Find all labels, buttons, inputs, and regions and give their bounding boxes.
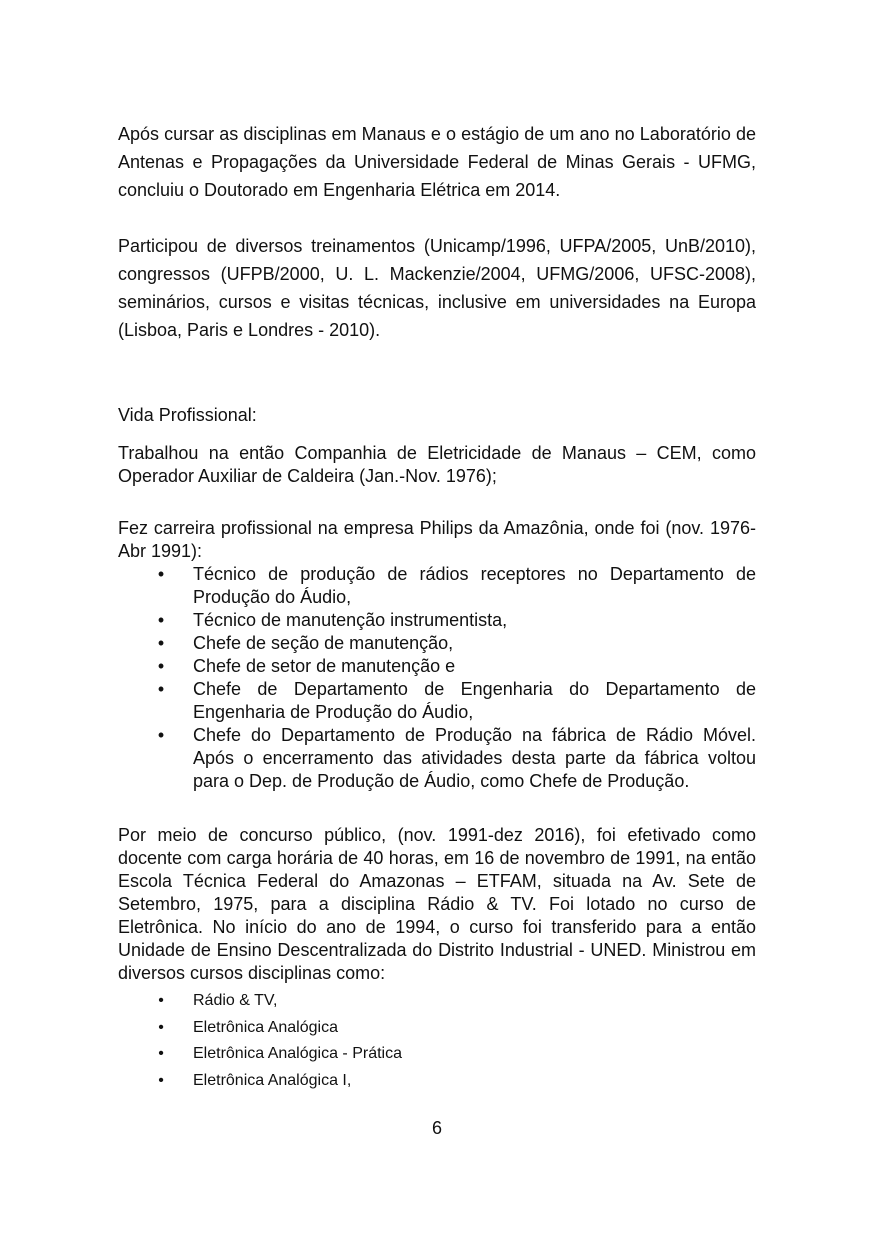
page-number: 6 (431, 1118, 442, 1138)
bullet-icon: • (158, 992, 164, 1009)
paragraph-trainings: Participou de diversos treinamentos (Unicamp/1996, UFPA/2005, UnB/2010), congressos (UFPB/2000, U. L. Mackenzie/2004, UFMG/2006, UFSC-2008), seminários, cursos e visitas técnicas, inclusive em universidades na Europa (Lisboa, Paris e Londres - 2010). (118, 236, 756, 340)
paragraph-philips: Fez carreira profissional na empresa Philips da Amazônia, onde foi (nov. 1976-Abr 1991): (118, 518, 756, 561)
career-list (118, 563, 756, 793)
bullet-icon: • (157, 656, 165, 676)
list-item (118, 655, 756, 678)
list-item-text: Chefe de Departamento de Engenharia do Departamento de Engenharia de Produção do Áudio, (193, 679, 756, 722)
list-item-text: Técnico de produção de rádios receptores no Departamento de Produção do Áudio, (193, 564, 756, 607)
paragraph-doctorate: Após cursar as disciplinas em Manaus e o estágio de um ano no Laboratório de Antenas e Propagações da Universidade Federal de Minas Gerais - UFMG, concluiu o Doutorado em Engenharia Elétrica em 2014. (118, 124, 756, 200)
list-item (118, 563, 756, 609)
bullet-icon: • (157, 564, 165, 584)
list-item-text: Chefe de setor de manutenção e (193, 656, 456, 676)
bullet-icon: • (158, 1071, 164, 1089)
list-item (118, 1041, 756, 1068)
list-item-text: Eletrônica Analógica - Prática (193, 1045, 402, 1062)
list-item (118, 724, 756, 793)
bullet-icon: • (157, 725, 165, 745)
paragraph-etfam: Por meio de concurso público, (nov. 1991-dez 2016), foi efetivado como docente com carga horária de 40 horas, em 16 de novembro de 1991, na então Escola Técnica Federal do Amazonas – ETFAM, situada na Av. Sete de Setembro, 1975, para a disciplina Rádio & TV. Foi lotado no curso de Eletrônica. No início do ano de 1994, o curso foi transferido para a então Unidade de Ensino Descentralizada do Distrito Industrial - UNED. Ministrou em diversos cursos disciplinas como: (118, 825, 756, 983)
subjects-list (118, 988, 756, 1094)
list-item-text: Eletrônica Analógica (193, 1018, 338, 1036)
list-item-text: Rádio & TV, (193, 992, 278, 1009)
bullet-icon: • (157, 633, 165, 653)
list-item (118, 632, 756, 655)
document-page (118, 120, 756, 1094)
bullet-icon: • (157, 679, 165, 699)
bullet-icon: • (157, 610, 165, 630)
list-item-text: Chefe do Departamento de Produção na fábrica de Rádio Móvel. Após o encerramento das atividades desta parte da fábrica voltou para o Dep. de Produção de Áudio, como Chefe de Produção. (193, 725, 756, 791)
list-item-text: Eletrônica Analógica I, (193, 1071, 352, 1089)
list-item (118, 988, 756, 1015)
list-item (118, 1015, 756, 1042)
list-item-text: Chefe de seção de manutenção, (193, 633, 454, 653)
list-item (118, 1068, 756, 1095)
list-item (118, 609, 756, 632)
list-item-text: Técnico de manutenção instrumentista, (193, 610, 508, 630)
bullet-icon: • (158, 1045, 164, 1062)
section-heading: Vida Profissional: (118, 405, 257, 425)
paragraph-cem: Trabalhou na então Companhia de Eletricidade de Manaus – CEM, como Operador Auxiliar de Caldeira (Jan.-Nov. 1976); (118, 443, 756, 486)
list-item (118, 678, 756, 724)
bullet-icon: • (158, 1018, 164, 1036)
